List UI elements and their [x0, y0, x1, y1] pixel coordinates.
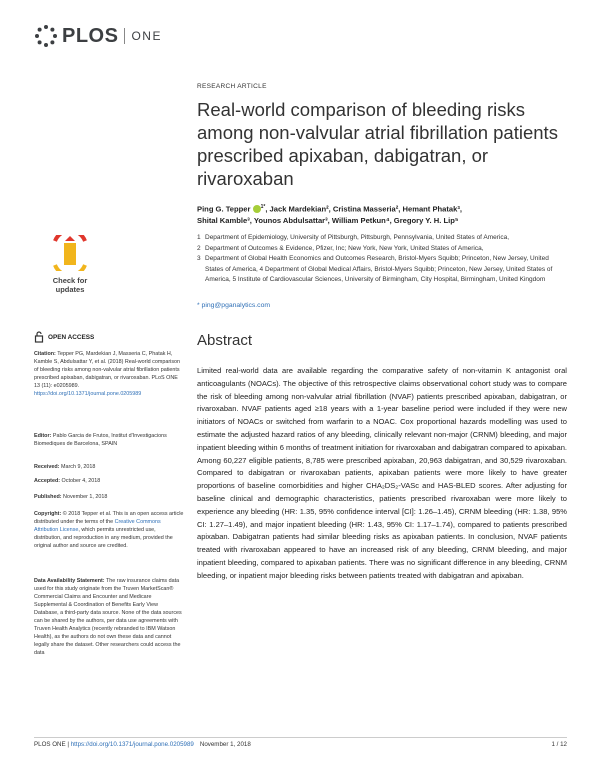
published-block [34, 493, 184, 501]
copyright-label: Copyright: [34, 511, 62, 517]
affiliations [197, 233, 567, 286]
editor-label: Editor: [34, 433, 52, 439]
article-title: Real-world comparison of bleeding risks among non-valvular atrial fibrillation patients prescribed apixaban, dabigatran, or rivaroxaban [197, 99, 558, 189]
affiliation-item [197, 254, 567, 286]
page-footer [34, 737, 567, 748]
open-lock-icon [34, 331, 44, 343]
published-date: November 1, 2018 [61, 494, 108, 500]
abstract-heading: Abstract [197, 332, 253, 349]
received-block [34, 463, 184, 471]
logo-divider [124, 28, 125, 44]
open-access-label [34, 331, 94, 343]
editor-text: Pablo Garcia de Frutos, Institut d'Investigacions Biomediques de Barcelona, SPAIN [34, 433, 167, 447]
corresponding-email[interactable]: * ping@pganalytics.com [197, 302, 271, 309]
check-updates-line2: updates [55, 285, 85, 294]
abstract-text: Limited real-world data are available regarding the comparative safety of non-vitamin K antagonist oral anticoagulants (NOACs). The objective of this retrospective claims observational cohort study was to compare the risk of bleeding among non-valvular atrial fibrillation (NVAF) patients prescribed apixaban, dabigatran, or rivaroxaban. NVAF patients aged ≥18 years with a 1-year baseline period were included if they were new initiators of NOACs or switched from warfarin to a NOAC. Cox proportional hazards modelling was used to estimate the adjusted hazard ratios of any bleeding, clinically relevant non-major (CRNM) bleeding, and major inpatient bleeding within 6 months of treatment initiation for rivaroxaban and dabigatran compared to apixaban. Among 60,227 eligible patients, 8,785 were prescribed apixaban, 20,963 dabigatran, and 30,529 rivaroxaban. Compared to dabigatran or rivaroxaban patients, apixaban patients were more likely to have greater proportions of baseline comorbidities and higher CHA₂DS₂-VASc and HAS-BLED scores. After adjusting for baseline clinical and demographic characteristics, patients prescribed rivaroxaban were more likely to experience any bleeding (HR: 1.35, 95% confidence interval [CI]: 1.26–1.45), CRNM bleeding (HR: 1.38, 95% CI: 1.27–1.49), and major inpatient bleeding (HR: 1.43, 95% CI: 1.17–1.74), compared to patients prescribed apixaban. Dabigatran patients had similar bleeding risks as apixaban patients. In conclusion, NVAF patients treated with rivaroxaban appeared to have an increased risk of any bleeding, CRNM bleeding, and major inpatient bleeding, compared to apixaban patients. There was no significant difference in any bleeding, CRNM bleeding, or inpatient major bleeding risks between patients treated with dabigatran and apixaban. [197, 366, 567, 580]
citation-block [34, 350, 184, 398]
citation-label: Citation: [34, 351, 56, 357]
affiliation-text: Department of Global Health Economics and Outcomes Research, Bristol-Myers Squibb; Princeton, New Jersey, United States of America, 4 Department of Global Medical Affairs, Bristol-Myers Squibb; Princeton, New Jersey, United States of America, 5 Institute of Cardiovascular Sciences, University of Birmingham, City Hospital, Birmingham, United Kingdom [205, 255, 553, 283]
affiliation-item [197, 233, 567, 244]
author-line-1 [197, 202, 567, 215]
article-type: RESEARCH ARTICLE [197, 83, 267, 90]
affiliation-num: 3 [197, 255, 201, 262]
citation-doi-link[interactable]: https://doi.org/10.1371/journal.pone.0205989 [34, 391, 142, 397]
check-updates-line1: Check for [52, 276, 88, 285]
footer-doi-link[interactable]: https://doi.org/10.1371/journal.pone.0205989 [70, 741, 194, 748]
received-label: Received: [34, 464, 60, 470]
check-updates-icon [45, 235, 95, 271]
affiliation-text: Department of Epidemiology, University of Pittsburgh, Pittsburgh, Pennsylvania, United States of America, [205, 234, 510, 241]
footer-date: November 1, 2018 [199, 741, 251, 748]
page-number: 1 / 12 [551, 741, 567, 748]
check-for-updates-badge[interactable] [45, 235, 95, 294]
affiliation-num: 1 [197, 234, 201, 241]
data-availability-block [34, 577, 184, 657]
plos-logo-icon [34, 24, 58, 48]
cc-license-link[interactable]: Creative Commons Attribution License [34, 519, 161, 533]
author-line-2: Shital Kamble³, Younos Abdulsattar³, William Petkun⁴, Gregory Y. H. Lip⁵ [197, 215, 459, 225]
copyright-text-b: , which permits unrestricted use, distribution, and reproduction in any medium, provided the original author and source are credited. [34, 527, 173, 549]
journal-logo [34, 24, 162, 48]
affiliation-text: Department of Outcomes & Evidence, Pfizer, Inc; New York, New York, United States of America, [205, 244, 484, 252]
copyright-text-a: © 2018 Tepper et al. This is an open access article distributed under the terms of the [34, 511, 184, 525]
orcid-icon[interactable] [253, 205, 261, 213]
published-label: Published: [34, 494, 62, 500]
affiliation-num: 2 [197, 244, 201, 252]
footer-separator: | [65, 741, 71, 748]
author-list [197, 202, 567, 226]
author-line-1-rest: , Jack Mardekian², Cristina Masseria², Hemant Phatak³, [265, 204, 462, 214]
open-access-text: OPEN ACCESS [48, 333, 95, 341]
author-first: Ping G. Tepper [197, 204, 251, 214]
data-availability-label: Data Availability Statement: [34, 578, 105, 584]
accepted-block [34, 477, 184, 485]
data-availability-text: The raw insurance claims data used for this study originate from the Truven MarketScan® Commercial Claims and Encounter and Medicare Supplemental & Coordination of Benefits Early View Database, a third-party data source. None of the data sources can be shared by the authors, per data use agreements with Truven Health Analytics (recently rebranded to IBM Watson Health), as the authors do not own these data and cannot legally share the dataset. Other researchers could access the data [34, 578, 182, 656]
received-date: March 9, 2018 [59, 464, 96, 470]
editor-block [34, 432, 184, 448]
author-first-marks: 1* [260, 204, 266, 210]
brand-name: PLOS [62, 24, 119, 47]
copyright-block [34, 510, 184, 550]
accepted-date: October 4, 2018 [60, 478, 101, 484]
footer-journal: PLOS ONE [34, 741, 66, 748]
affiliation-item [197, 244, 567, 255]
citation-text: Tepper PG, Mardekian J, Masseria C, Phatak H, Kamble S, Abdulsattar Y, et al. (2018) Real-world comparison of bleeding risks among non-valvular atrial fibrillation patients prescribed apixaban, dabigatran, or rivaroxaban. PLoS ONE 13 (11): e0205989. [34, 351, 181, 389]
accepted-label: Accepted: [34, 478, 61, 484]
journal-name: ONE [131, 29, 162, 43]
